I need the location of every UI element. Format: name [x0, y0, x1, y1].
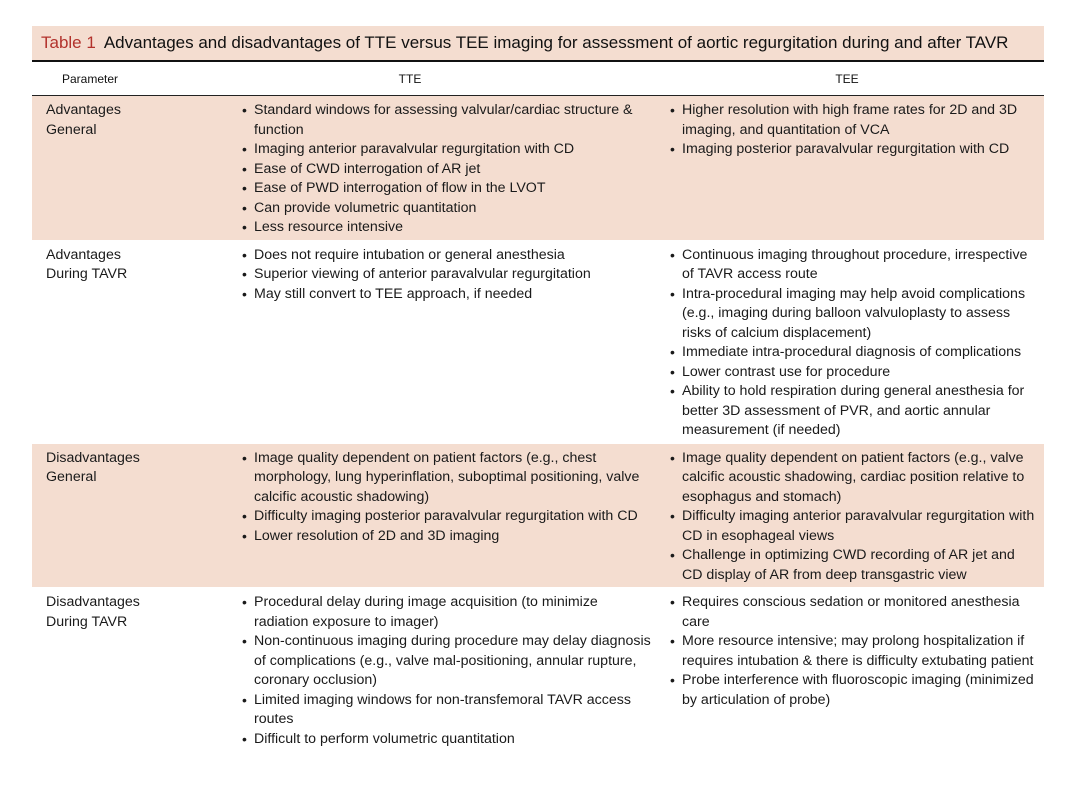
tte-bullet-list	[230, 449, 670, 547]
tee-bullet-list	[670, 246, 1044, 441]
header-tee: TEE	[670, 62, 1044, 96]
list-item: • Immediate intra-procedural diagnosis of complications	[670, 343, 1036, 363]
list-item: • Ease of CWD interrogation of AR jet	[242, 160, 656, 180]
header-tte: TTE	[230, 62, 670, 96]
list-item: • Image quality dependent on patient factors (e.g., chest morphology, lung hyperinflation, suboptimal positioning, valve calcific acoustic shadowing)	[242, 449, 656, 508]
tte-bullet-list	[230, 593, 670, 749]
list-item: • Continuous imaging throughout procedure, irrespective of TAVR access route	[670, 246, 1036, 285]
comparison-table	[32, 62, 1044, 751]
list-item: • Higher resolution with high frame rates for 2D and 3D imaging, and quantitation of VCA	[670, 101, 1036, 140]
list-item: • Probe interference with fluoroscopic imaging (minimized by articulation of probe)	[670, 671, 1036, 710]
tee-cell	[670, 443, 1044, 588]
parameter-label: Disadvantages	[46, 449, 140, 466]
parameter-label: Advantages	[46, 246, 121, 263]
list-item: • Standard windows for assessing valvular/cardiac structure & function	[242, 101, 656, 140]
list-item: • Requires conscious sedation or monitored anesthesia care	[670, 593, 1036, 632]
list-item: • Lower contrast use for procedure	[670, 363, 1036, 383]
tte-cell	[230, 443, 670, 588]
tte-cell	[230, 96, 670, 241]
tee-cell	[670, 96, 1044, 241]
list-item: • May still convert to TEE approach, if needed	[242, 285, 656, 305]
tte-bullet-list	[230, 246, 670, 305]
list-item: • Imaging anterior paravalvular regurgitation with CD	[242, 140, 656, 160]
list-item: • Challenge in optimizing CWD recording of AR jet and CD display of AR from deep transgastric view	[670, 546, 1036, 585]
parameter-cell	[32, 588, 230, 752]
list-item: • Ease of PWD interrogation of flow in the LVOT	[242, 179, 656, 199]
table-title: Advantages and disadvantages of TTE versus TEE imaging for assessment of aortic regurgitation during and after TAVR	[103, 33, 1009, 52]
parameter-label: During TAVR	[46, 613, 128, 630]
table-row	[32, 588, 1044, 752]
parameter-label: General	[46, 121, 97, 138]
header-row	[32, 62, 1044, 96]
list-item: • Difficult to perform volumetric quantitation	[242, 730, 656, 750]
list-item: • Difficulty imaging posterior paravalvular regurgitation with CD	[242, 507, 656, 527]
table-body	[32, 96, 1044, 752]
parameter-label: During TAVR	[46, 266, 128, 282]
table-figure	[32, 26, 1044, 751]
tte-bullet-list	[230, 101, 670, 238]
parameter-cell	[32, 443, 230, 588]
parameter-cell	[32, 96, 230, 241]
parameter-label: Disadvantages	[46, 594, 140, 610]
table-row	[32, 443, 1044, 588]
list-item: • Difficulty imaging anterior paravalvular regurgitation with CD in esophageal views	[670, 507, 1036, 546]
table-row	[32, 240, 1044, 443]
tee-cell	[670, 240, 1044, 443]
tte-cell	[230, 240, 670, 443]
list-item: • Image quality dependent on patient factors (e.g., valve calcific acoustic shadowing, cardiac position relative to esophagus and stomach)	[670, 449, 1036, 508]
table-number: Table 1	[41, 33, 96, 52]
tee-cell	[670, 588, 1044, 752]
tee-bullet-list	[670, 593, 1044, 710]
tte-cell	[230, 588, 670, 752]
parameter-cell	[32, 240, 230, 443]
list-item: • Non-continuous imaging during procedure may delay diagnosis of complications (e.g., valve mal-positioning, annular rupture, coronary occlusion)	[242, 632, 656, 691]
list-item: • Does not require intubation or general anesthesia	[242, 246, 656, 266]
header-parameter: Parameter	[32, 62, 230, 96]
tee-bullet-list	[670, 449, 1044, 586]
table-caption	[32, 26, 1044, 62]
tee-bullet-list	[670, 101, 1044, 160]
list-item: • Intra-procedural imaging may help avoid complications (e.g., imaging during balloon valvuloplasty to assess risks of calcium displacement)	[670, 285, 1036, 344]
list-item: • More resource intensive; may prolong hospitalization if requires intubation & there is difficulty extubating patient	[670, 632, 1036, 671]
parameter-label: General	[46, 469, 97, 485]
list-item: • Superior viewing of anterior paravalvular regurgitation	[242, 265, 656, 285]
table-row	[32, 96, 1044, 241]
list-item: • Can provide volumetric quantitation	[242, 199, 656, 219]
list-item: • Lower resolution of 2D and 3D imaging	[242, 527, 656, 547]
parameter-label: Advantages	[46, 102, 121, 118]
list-item: • Limited imaging windows for non-transfemoral TAVR access routes	[242, 691, 656, 730]
list-item: • Ability to hold respiration during general anesthesia for better 3D assessment of PVR, and aortic annular measurement (if needed)	[670, 382, 1036, 441]
list-item: • Procedural delay during image acquisition (to minimize radiation exposure to imager)	[242, 593, 656, 632]
list-item: • Less resource intensive	[242, 218, 656, 238]
list-item: • Imaging posterior paravalvular regurgitation with CD	[670, 140, 1036, 160]
